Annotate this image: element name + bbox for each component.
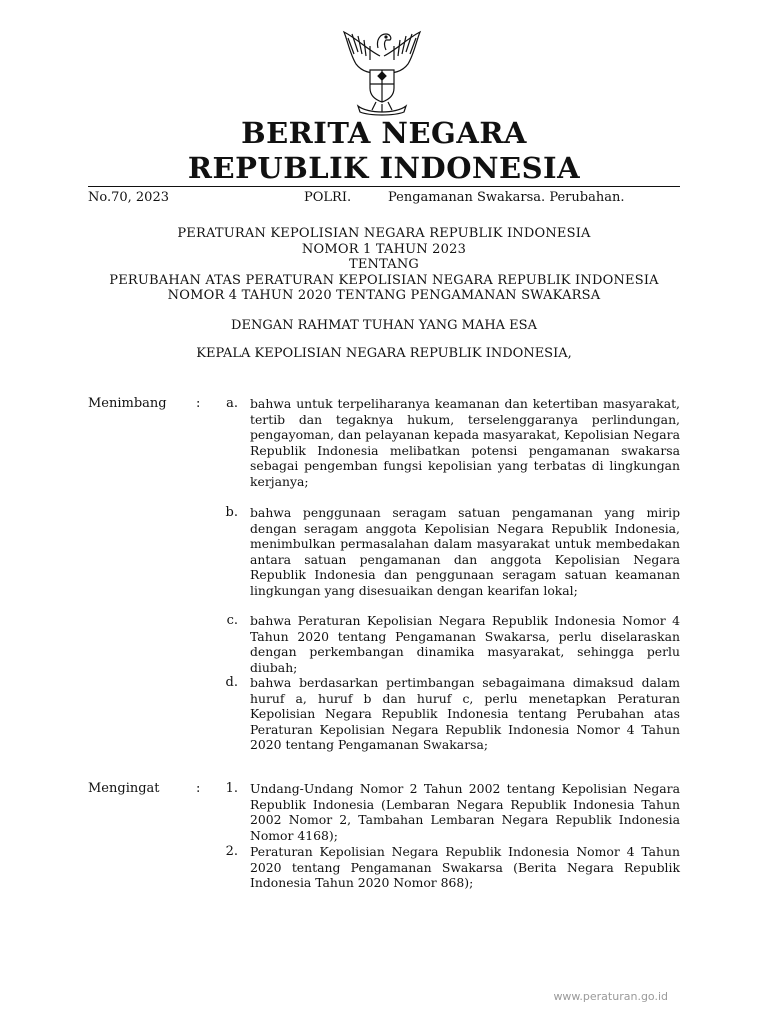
menimbang-label: Menimbang	[88, 396, 167, 411]
menimbang-item: bahwa Peraturan Kepolisian Negara Republik Indonesia Nomor 4 Tahun 2020 tentang Pengamanan Swakarsa, perlu diselaraskan dengan perkembangan dinamika masyarakat, sehingga perlu diubah;	[250, 613, 680, 675]
regulation-title	[80, 226, 688, 304]
menimbang-item: bahwa berdasarkan pertimbangan sebagaimana dimaksud dalam huruf a, huruf b dan huruf c, perlu menetapkan Peraturan Kepolisian Negara Republik Indonesia tentang Perubahan atas Peraturan Kepolisian Negara Republik Indonesia Nomor 4 Tahun 2020 tentang Pengamanan Swakarsa;	[250, 675, 680, 753]
menimbang-item: bahwa untuk terpeliharanya keamanan dan ketertiban masyarakat, tertib dan tegaknya hukum, terselenggaranya perlindungan, pengayoman, dan pelayanan kepada masyarakat, Kepolisian Negara Republik Indonesia melibatkan potensi pengamanan swakarsa sebagai pengemban fungsi kepolisian yang terbatas di lingkungan kerjanya;	[250, 396, 680, 489]
institution: POLRI.	[304, 190, 352, 205]
mengingat-marker: 1.	[225, 781, 238, 796]
masthead-subtitle: REPUBLIK INDONESIA	[187, 151, 581, 185]
gazette-number: No.70, 2023	[88, 190, 169, 205]
invocation: DENGAN RAHMAT TUHAN YANG MAHA ESA	[231, 318, 537, 333]
menimbang-marker: c.	[226, 613, 238, 628]
title-line: NOMOR 4 TAHUN 2020 TENTANG PENGAMANAN SWAKARSA	[167, 288, 601, 303]
menimbang-marker: a.	[226, 396, 238, 411]
menimbang-item: bahwa penggunaan seragam satuan pengamanan yang mirip dengan seragam anggota Kepolisian Negara Republik Indonesia, menimbulkan permasalahan dalam masyarakat untuk membedakan antara satuan pengamanan dan anggota Kepolisian Negara Republik Indonesia dan penggunaan seragam satuan keamanan lingkungan yang disesuaikan dengan kearifan lokal;	[250, 505, 680, 598]
issuing-authority: KEPALA KEPOLISIAN NEGARA REPUBLIK INDONESIA,	[196, 346, 572, 361]
title-line: PERUBAHAN ATAS PERATURAN KEPOLISIAN NEGARA REPUBLIK INDONESIA	[109, 272, 659, 288]
menimbang-colon: :	[196, 396, 201, 411]
masthead-title: BERITA NEGARA	[241, 116, 527, 150]
menimbang-marker: b.	[225, 505, 238, 520]
mengingat-item: Undang-Undang Nomor 2 Tahun 2002 tentang Kepolisian Negara Republik Indonesia (Lembaran Negara Republik Indonesia Tahun 2002 Nomor 2, Tambahan Lembaran Negara Republik Indonesia Nomor 4168);	[250, 781, 680, 843]
menimbang-marker: d.	[225, 675, 238, 690]
mengingat-colon: :	[196, 781, 201, 796]
masthead-rule	[88, 186, 680, 187]
gazette-subject: Pengamanan Swakarsa. Perubahan.	[388, 190, 625, 205]
source-link[interactable]: www.peraturan.go.id	[553, 990, 668, 1003]
title-line: NOMOR 1 TAHUN 2023	[301, 241, 467, 257]
garuda-emblem	[334, 26, 430, 116]
mengingat-item: Peraturan Kepolisian Negara Republik Indonesia Nomor 4 Tahun 2020 tentang Pengamanan Swakarsa (Berita Negara Republik Indonesia Tahun 2020 Nomor 868);	[250, 844, 680, 891]
mengingat-marker: 2.	[225, 844, 238, 859]
title-line: PERATURAN KEPOLISIAN NEGARA REPUBLIK INDONESIA	[177, 226, 591, 241]
mengingat-label: Mengingat	[88, 781, 160, 796]
title-line: TENTANG	[348, 257, 420, 272]
